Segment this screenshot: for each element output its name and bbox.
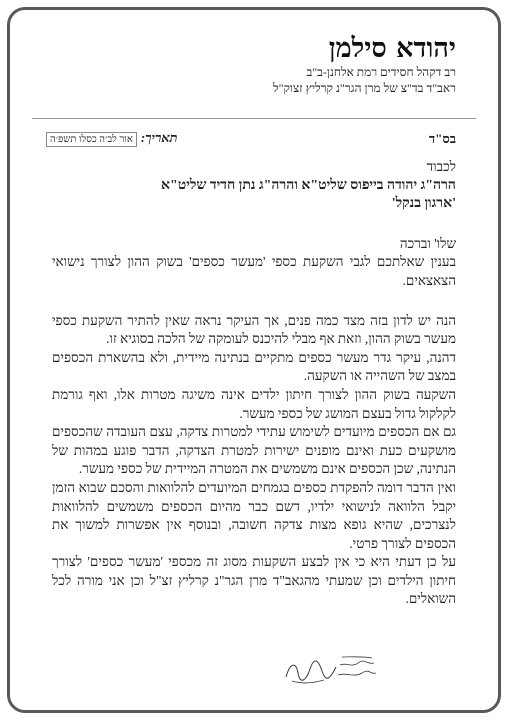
paragraph-5: ואין הדבר דומה להפקדת כספים בגמחים המיועדים להלוואות והסכם שבוא הזמן יקבל הלוואה לנישואי ילדיו, דשם כבר מהיום הכספים משמשים להלוואות לנצרכים, שהיא גופא מצות צדקה חשובה, ובנוסף אין אפשרות למשוך את הכספים לצורך פרטי. — [52, 479, 456, 551]
header-divider — [32, 118, 476, 119]
handwritten-signature-icon — [280, 651, 380, 687]
paragraph-4: גם אם הכספים מיועדים לשימוש עתידי למטרות צדקה, עצם העובדה שהכספים מושקעים כעת ואינם מופנים ישירות למטרת הצדקה, הדבר פוגע במהות של הנתינה, שכן הכספים אינם משמשים את המטרה המיידית של כספי מעשר. — [52, 424, 456, 477]
letterhead-title-1: רב דקהל חסידים רמת אלחנן-ב"ב — [306, 65, 456, 79]
date-line — [46, 130, 178, 147]
greeting: שלו' וברכה — [399, 235, 456, 251]
addressee-organization: 'ארגון בנקל' — [391, 196, 456, 212]
intro-paragraph: בענין שאלתכם לגבי השקעת כספי 'מעשר כספים' בשוק ההון לצורך נישואי הצאצאים. — [52, 254, 456, 288]
paragraph-2: דהנה, עיקר גדר מעשר כספים מתקיים בנתינה מיידית, ולא בהשארת הכספים במצב של השהייה או השקעה. — [52, 349, 456, 384]
letterhead-title-2: ראב"ד בד"צ של מרן הגר"נ קרליץ זצוק"ל — [273, 81, 456, 95]
salutation-to: לכבוד — [426, 159, 456, 174]
bsd-mark: בס"ד — [428, 131, 456, 146]
paragraph-6: על כן דעתי היא כי אין לבצע השקעות מסוג זה מכספי 'מעשר כספים' לצורך חיתון הילדים וכן שמעתי מהגאב"ד מרן הגר"נ קרליץ זצ"ל וכן אני מורה לכל השואלים. — [52, 554, 456, 607]
date-label: תאריך: — [140, 130, 178, 145]
date-value: אור לב׳ה כסלו תשפ׳ה — [46, 132, 137, 147]
letterhead-name: יהודא סילמן — [328, 33, 456, 64]
paragraph-3: השקעה בשוק ההון לצורך חיתון ילדים אינה משיגה מטרות אלו, ואף גורמת לקלקול גדול בעצם המושג של כספי מעשר. — [52, 386, 456, 421]
letterhead — [273, 34, 456, 96]
letter-body — [52, 150, 456, 609]
addressee-names: הרה"ג יהודה בייפוס שליט"א והרה"ג נתן חדיד שליט"א — [161, 177, 456, 193]
paragraph-1: הנה יש לדון בזה מצד כמה פנים, אך העיקר נראה שאין להתיר השקעת כספי מעשר בשוק ההון, וזאת אף מבלי להיכנס לעומקה של הלכה בסוגיא זו. — [52, 312, 456, 347]
letter-page — [7, 7, 501, 713]
